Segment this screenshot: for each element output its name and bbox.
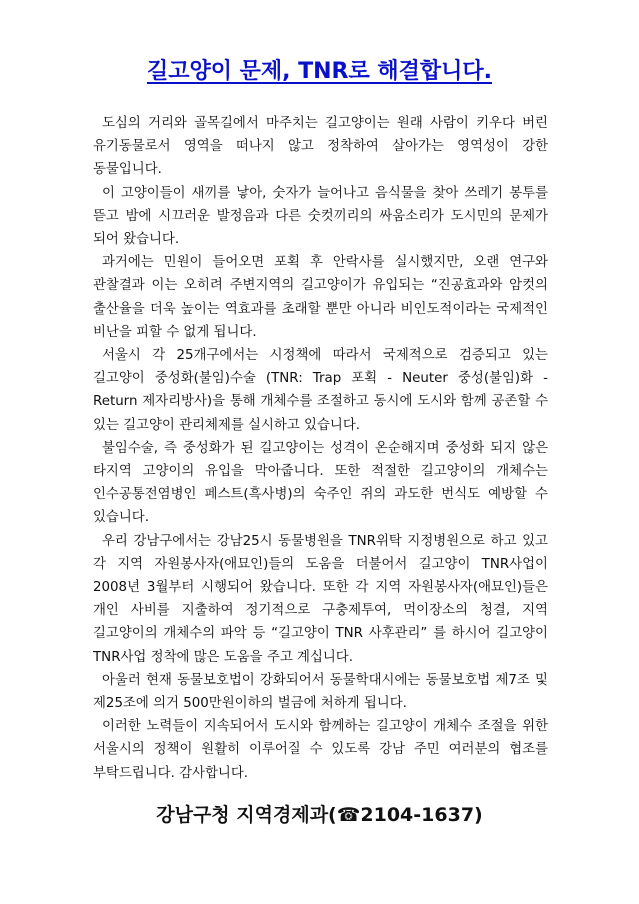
document-title-text: 길고양이 문제, TNR로 해결합니다.: [146, 59, 493, 84]
department-contact: 강남구청 지역경제과(☎2104-1637): [156, 804, 483, 826]
paragraph-2: 이 고양이들이 새끼를 낳아, 숫자가 늘어나고 음식물을 찾아 쓰레기 봉투를 뜯고 밤에 시끄러운 발정음과 다른 숫컷끼리의 싸움소리가 도시민의 문제가 되어 왔습니다.: [93, 185, 548, 248]
paragraph-6: 우리 강남구에서는 강남25시 동물병원을 TNR위탁 지정병원으로 하고 있고 각 지역 자원봉사자(애묘인)들의 도움을 더불어서 길고양이 TNR사업이 2008년 3월부터 시행되어 왔습니다. 또한 각 지역 자원봉사자(애묘인)들은 개인 사비를 지출하여 정기적으로 구충제투여, 먹이장소의 청결, 지역 길고양이의 개체수의 파악 등 “길고양이 TNR 사후관리” 를 하시어 길고양이 TNR사업 정착에 많은 도움을 주고 계십니다.: [93, 533, 548, 665]
paragraph-3: 과거에는 민원이 들어오면 포획 후 안락사를 실시했지만, 오랜 연구와 관찰결과 이는 오히려 주변지역의 길고양이가 유입되는 “진공효과와 암컷의 출산율을 더욱 높이는 역효과를 초래할 뿐만 아니라 비인도적이라는 국제적인 비난을 피할 수 없게 됩니다.: [93, 255, 548, 340]
paragraph-1: 도심의 거리와 골목길에서 마주치는 길고양이는 원래 사람이 키우다 버린 유기동물로서 영역을 떠나지 않고 정착하여 살아가는 영역성이 강한 동물입니다.: [93, 116, 548, 178]
paragraph-5: 불임수술, 즉 중성화가 된 길고양이는 성격이 온순해지며 중성화 되지 않은 타지역 고양이의 유입을 막아줍니다. 또한 적절한 길고양이의 개체수는 인수공통전염병인 페스트(흑사병)의 숙주인 쥐의 과도한 번식도 예방할 수 있습니다.: [93, 440, 548, 526]
paragraph-4: 서울시 각 25개구에서는 시정책에 따라서 국제적으로 검증되고 있는 길고양이 중성화(불임)수술 (TNR: Trap 포획 - Neuter 중성(불임)화 - Return 제자리방사)을 통해 개체수를 조절하고 동시에 도시와 함께 공존할 수 있는 길고양이 관리체제를 실시하고 있습니다.: [93, 348, 548, 433]
document-title: [0, 54, 639, 85]
paragraph-8: 이러한 노력들이 지속되어서 도시와 함께하는 길고양이 개체수 조절을 위한 서울시의 정책이 원활히 이루어질 수 있도록 강남 주민 여러분의 협조를 부탁드립니다. 감사합니다.: [93, 719, 548, 781]
document-body: [93, 112, 548, 785]
paragraph-7: 아울러 현재 동물보호법이 강화되어서 동물학대시에는 동물보호법 제7조 및 제25조에 의거 500만원이하의 벌금에 처하게 됩니다.: [93, 672, 548, 712]
